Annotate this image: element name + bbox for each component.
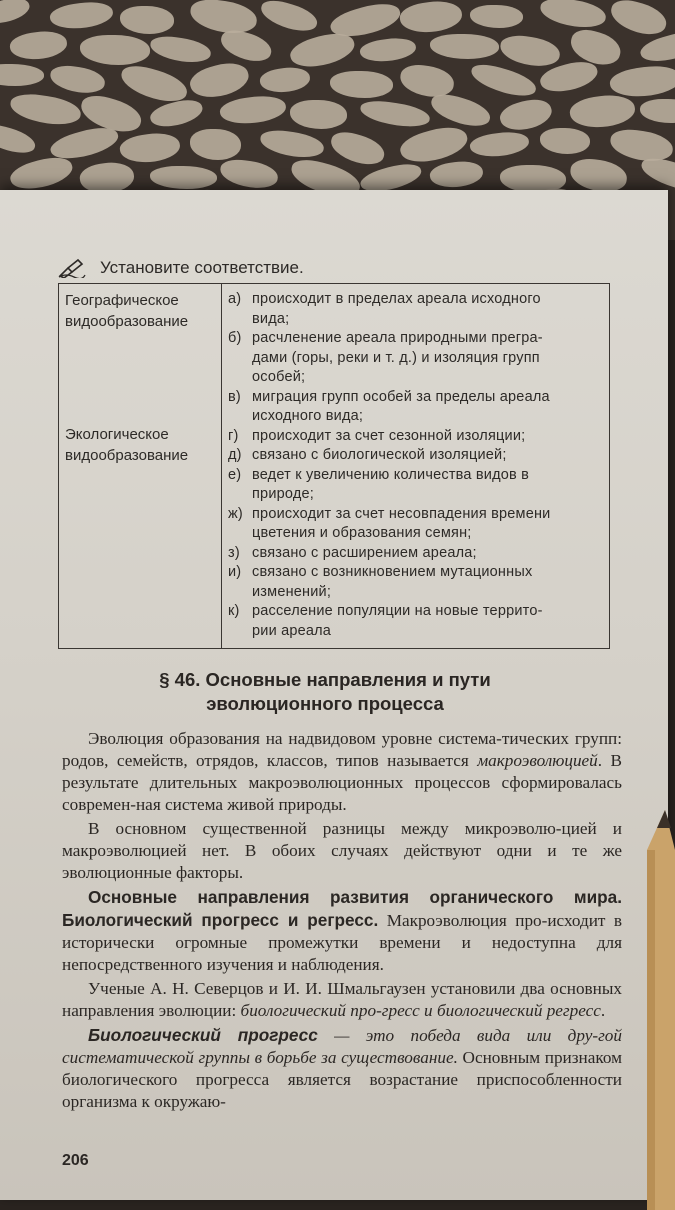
fabric-pattern-shape: [469, 129, 531, 160]
option-letter: а): [228, 291, 242, 307]
paragraph: [62, 886, 622, 976]
option-letter: г): [228, 427, 239, 444]
option-item: [228, 466, 603, 505]
pencil-icon: [585, 810, 675, 1210]
fabric-pattern-shape: [259, 65, 312, 96]
fabric-pattern-shape: [49, 0, 115, 32]
paragraph-text-run: Макроэволюция про-исходит в исторически огромные промежутки времени и недоступна для непосредственного изучения и наблюдения.: [62, 911, 622, 974]
option-letter: з): [228, 544, 240, 561]
fabric-pattern-shape: [259, 128, 326, 161]
exercise-header: [58, 258, 304, 278]
option-text: миграция групп особей за пределы ареала исходного вида;: [252, 388, 550, 424]
paragraph: [62, 1024, 622, 1113]
pen-writing-icon: [58, 258, 86, 278]
paragraph-text-run: биологический про-гресс и биологический регресс: [240, 1001, 601, 1020]
page-number: 206: [62, 1152, 89, 1169]
term-ecological: Экологическое видообразование: [65, 426, 189, 464]
fabric-pattern-shape: [359, 98, 431, 130]
fabric-pattern-shape: [118, 130, 181, 166]
option-text: происходит за счет сезонной изоляции;: [252, 427, 526, 444]
options-column: [222, 284, 610, 649]
paragraph-text-run: Эволюция образования на надвидовом уровне система-тических групп: родов, семейств, отрядов, классов, типов называется: [62, 729, 622, 770]
option-item: [228, 505, 603, 544]
paragraph-text-run: Биологический прогресс: [88, 1025, 318, 1045]
fabric-pattern-shape: [188, 0, 259, 37]
fabric-pattern-shape: [258, 0, 320, 36]
paragraph: [62, 818, 622, 884]
fabric-pattern-shape: [0, 0, 32, 28]
fabric-pattern-shape: [607, 0, 670, 39]
fabric-pattern-shape: [8, 28, 68, 63]
paragraph: [62, 728, 622, 816]
fabric-pattern-shape: [190, 129, 241, 160]
fabric-pattern-shape: [120, 6, 174, 34]
option-text: связано с биологической изоляцией;: [252, 447, 507, 463]
paragraph-text-run: В основном существенной разницы между микроэволю-цией и макроэволюцией нет. В обоих случаях действуют одни и те же эволюционные факторы.: [62, 819, 622, 882]
fabric-pattern-shape: [540, 128, 590, 154]
option-letter: ж): [228, 505, 243, 522]
fabric-pattern-shape: [8, 91, 82, 128]
fabric-pattern-shape: [187, 57, 252, 103]
terms-column: [59, 284, 222, 649]
paragraph-text-run: Основные направления развития органического мира. Биологический прогресс и регресс.: [62, 887, 622, 930]
option-text: связано с расширением ареала;: [252, 544, 477, 561]
fabric-pattern-shape: [149, 34, 213, 65]
option-item: [228, 388, 603, 427]
fabric-pattern-shape: [287, 28, 357, 74]
option-text: расчленение ареала природными прегра- дами (горы, реки и т. д.) и изоляция групп особей;: [252, 330, 543, 385]
fabric-pattern-shape: [430, 34, 499, 59]
option-item: [228, 446, 603, 466]
option-letter: к): [228, 603, 240, 619]
option-text: связано с возникновением мутационных изменений;: [252, 564, 533, 600]
fabric-pattern-shape: [330, 71, 393, 98]
fabric-pattern-shape: [218, 157, 279, 191]
option-item: [228, 544, 603, 564]
paragraph-text-run: Ученые А. Н. Северцов и И. И. Шмальгаузен установили два основных направления эволюции:: [62, 979, 622, 1020]
fabric-pattern-shape: [359, 35, 418, 65]
fabric-pattern-shape: [148, 95, 205, 132]
fabric-pattern-shape: [150, 166, 217, 189]
fabric-pattern-shape: [290, 100, 347, 129]
fabric-pattern-shape: [640, 99, 675, 123]
paragraph-text-run: — это победа вида или дру-гой систематической группы в борьбе за существование.: [62, 1026, 622, 1067]
fabric-pattern-shape: [219, 93, 288, 128]
fabric-pattern-shape: [398, 0, 464, 36]
fabric-pattern-shape: [0, 64, 44, 86]
paragraph: [62, 978, 622, 1022]
matching-table: [58, 283, 610, 649]
option-letter: и): [228, 564, 242, 580]
option-letter: в): [228, 388, 241, 405]
option-item: [228, 329, 603, 388]
fabric-pattern-shape: [498, 33, 561, 69]
fabric-pattern-shape: [7, 152, 75, 195]
fabric-pattern-shape: [428, 90, 494, 131]
option-text: происходит в пределах ареала исходного вида;: [252, 291, 541, 327]
paragraph-text-run: . В результате длительных макроэволюционных процессов сформировалась современ-ная система живой природы.: [62, 751, 622, 814]
fabric-pattern-shape: [568, 92, 637, 132]
fabric-pattern-shape: [470, 5, 523, 28]
term-geographic: Географическое видообразование: [65, 292, 189, 330]
option-item: [228, 602, 603, 641]
textbook-page: [0, 190, 668, 1200]
exercise-instruction: Установите соответствие.: [100, 258, 304, 277]
option-letter: б): [228, 330, 242, 346]
body-text: [62, 728, 622, 1115]
fabric-pattern-shape: [217, 26, 274, 65]
option-letter: д): [228, 447, 242, 463]
fabric-pattern-shape: [80, 35, 150, 65]
option-text: расселение популяции на новые террито- рии ареала: [252, 603, 543, 639]
fabric-pattern-shape: [608, 62, 675, 101]
option-text: происходит за счет несовпадения времени цветения и образования семян;: [252, 505, 551, 541]
option-text: ведет к увеличению количества видов в природе;: [252, 466, 530, 502]
paragraph-text-run: Основным признаком биологического прогресса является возрастание приспособленности организма к окружаю-: [62, 1048, 622, 1111]
paragraph-text-run: .: [600, 1001, 606, 1020]
fabric-pattern-shape: [539, 0, 608, 30]
fabric-pattern-shape: [49, 63, 107, 95]
paragraph-text-run: макроэволюцией: [477, 751, 598, 770]
option-item: [228, 290, 603, 329]
fabric-pattern-shape: [468, 60, 539, 101]
fabric-pattern-shape: [429, 158, 485, 190]
fabric-pattern-shape: [327, 128, 387, 169]
option-letter: е): [228, 466, 242, 483]
fabric-pattern-shape: [0, 121, 38, 158]
fabric-pattern-shape: [608, 127, 674, 164]
option-item: [228, 563, 603, 602]
section-title: § 46. Основные направления и пути эволюционного процесса: [159, 669, 491, 714]
option-item: [228, 427, 603, 447]
